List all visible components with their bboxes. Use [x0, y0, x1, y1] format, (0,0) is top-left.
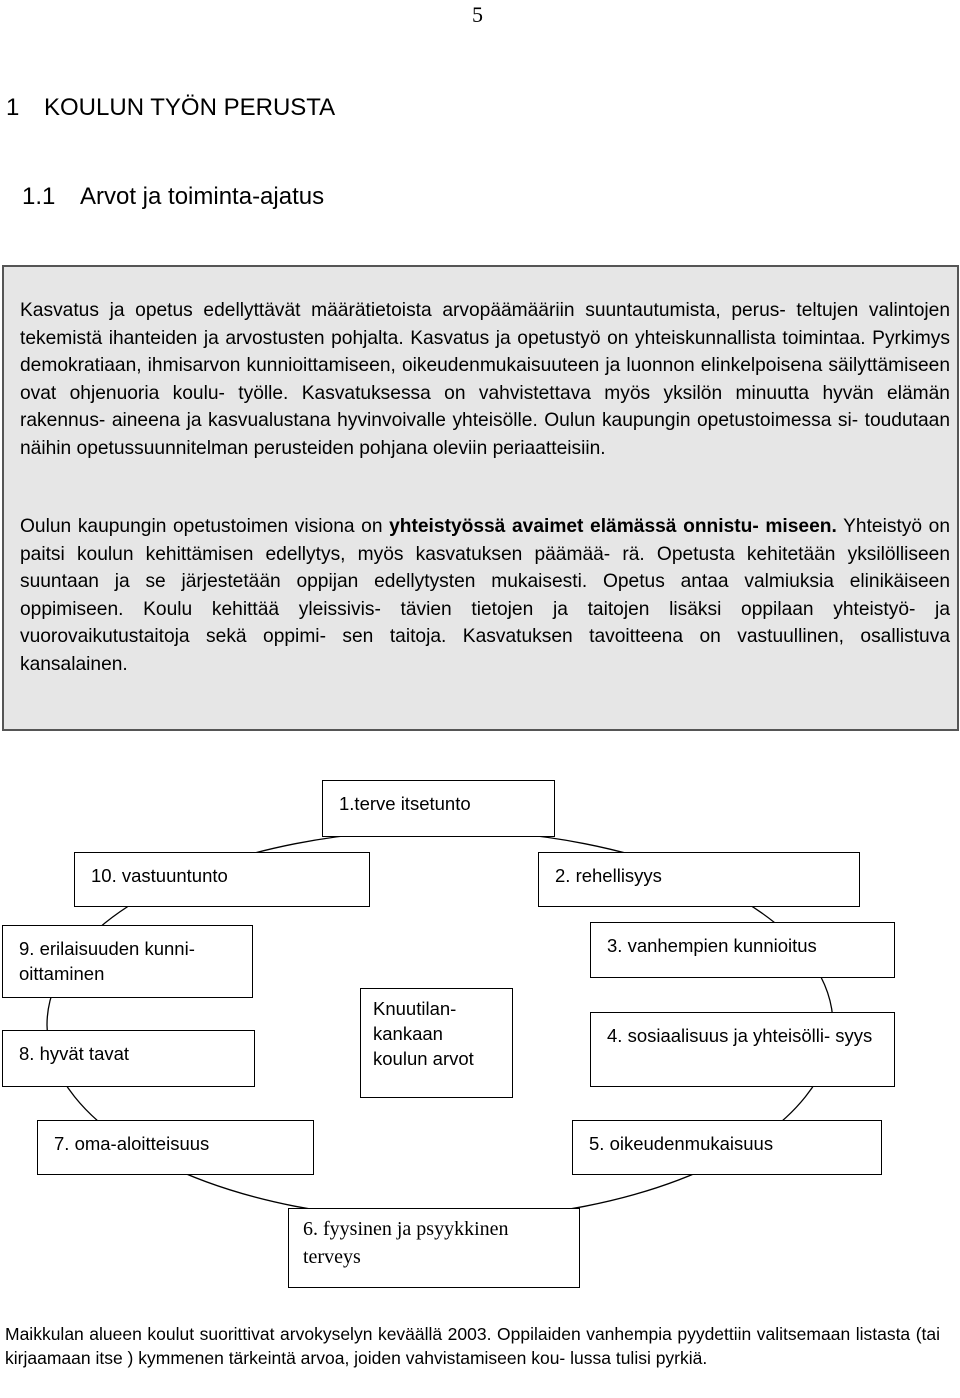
value-box-4: 4. sosiaalisuus ja yhteisölli- syys [590, 1012, 895, 1087]
value-box-6: 6. fyysinen ja psyykkinen terveys [288, 1208, 580, 1288]
center-values-box: Knuutilan- kankaan koulun arvot [360, 988, 513, 1098]
p1-line: toudutaan näihin opetussuunnitelman perusteiden pohjana oleviin periaatteisiin. [20, 410, 950, 459]
value-box-2: 2. rehellisyys [538, 852, 860, 907]
heading-1-number: 1 [6, 94, 20, 121]
value-box-5: 5. oikeudenmukaisuus [572, 1120, 882, 1175]
p1-line: Kasvatus ja opetus edellyttävät määrätietoista arvopäämääriin suuntautumista, perus- [20, 300, 786, 321]
vision-intro: Oulun kaupungin opetustoimen visiona on [20, 516, 390, 537]
values-text-box [2, 265, 959, 731]
value-box-10: 10. vastuuntunto [74, 852, 370, 907]
heading-1-title: KOULUN TYÖN PERUSTA [44, 94, 336, 121]
vision-statement: yhteistyössä avaimet elämässä onnistu- miseen. [389, 516, 837, 537]
heading-2-number: 1.1 [22, 183, 56, 210]
value-box-9: 9. erilaisuuden kunni- oittaminen [2, 925, 253, 998]
heading-2 [22, 183, 324, 211]
vision-body: Yhteistyö on paitsi koulun kehittämisen edellytys, myös kasvatuksen päämää- rä. Opetusta kehitetään yksilölliseen suuntaan ja se järjestetään oppijan edellytysten mukaisesti. Opetus antaa valmiuksia elinikäiseen oppimiseen. Koulu kehittää yleissivis- tävien tietojen ja taitojen lisäksi oppilaan yhteistyö- ja vuorovaikutustaitoja sekä oppimi- sen taitoja. Kasvatuksen tavoitteena on vastuullinen, osallistuva kansalainen. [20, 516, 950, 675]
value-box-1: 1.terve itsetunto [322, 780, 555, 837]
vision-paragraph [20, 513, 950, 679]
page-number: 5 [472, 2, 483, 27]
values-paragraph-1 [20, 297, 950, 463]
p1-line: aineena ja kasvualustana hyvinvoivalle yhteisölle. Oulun kaupungin opetustoimessa si- [111, 410, 859, 432]
value-box-7: 7. oma-aloitteisuus [37, 1120, 314, 1175]
value-box-3: 3. vanhempien kunnioitus [590, 922, 895, 978]
p1-line: oikeudenmukaisuuteen ja luonnon elinkelpoisena säilyttämiseen ovat ohjenuoria koulu- [20, 355, 951, 404]
heading-2-title: Arvot ja toiminta-ajatus [80, 183, 325, 210]
value-box-8: 8. hyvät tavat [2, 1030, 255, 1087]
heading-1 [6, 94, 335, 122]
p1-line: on yhteiskunnallista toimintaa. Pyrkimys demokratiaan, ihmisarvon kunnioittamiseen, [20, 327, 950, 377]
survey-footnote: Maikkulan alueen koulut suorittivat arvokyselyn keväällä 2003. Oppilaiden vanhempia pyydettiin valitsemaan listasta (tai kirjaamaan itse ) kymmenen tärkeintä arvoa, joiden vahvistamiseen kou- lussa tulisi pyrkiä. [5, 1324, 940, 1368]
p1-line: teltujen valintojen tekemistä ihanteiden ja arvostusten pohjalta. Kasvatus ja opetustyö [20, 300, 950, 349]
p1-line: työlle. Kasvatuksessa on vahvistettava myös yksilön minuutta hyvän elämän rakennus- [20, 382, 950, 432]
